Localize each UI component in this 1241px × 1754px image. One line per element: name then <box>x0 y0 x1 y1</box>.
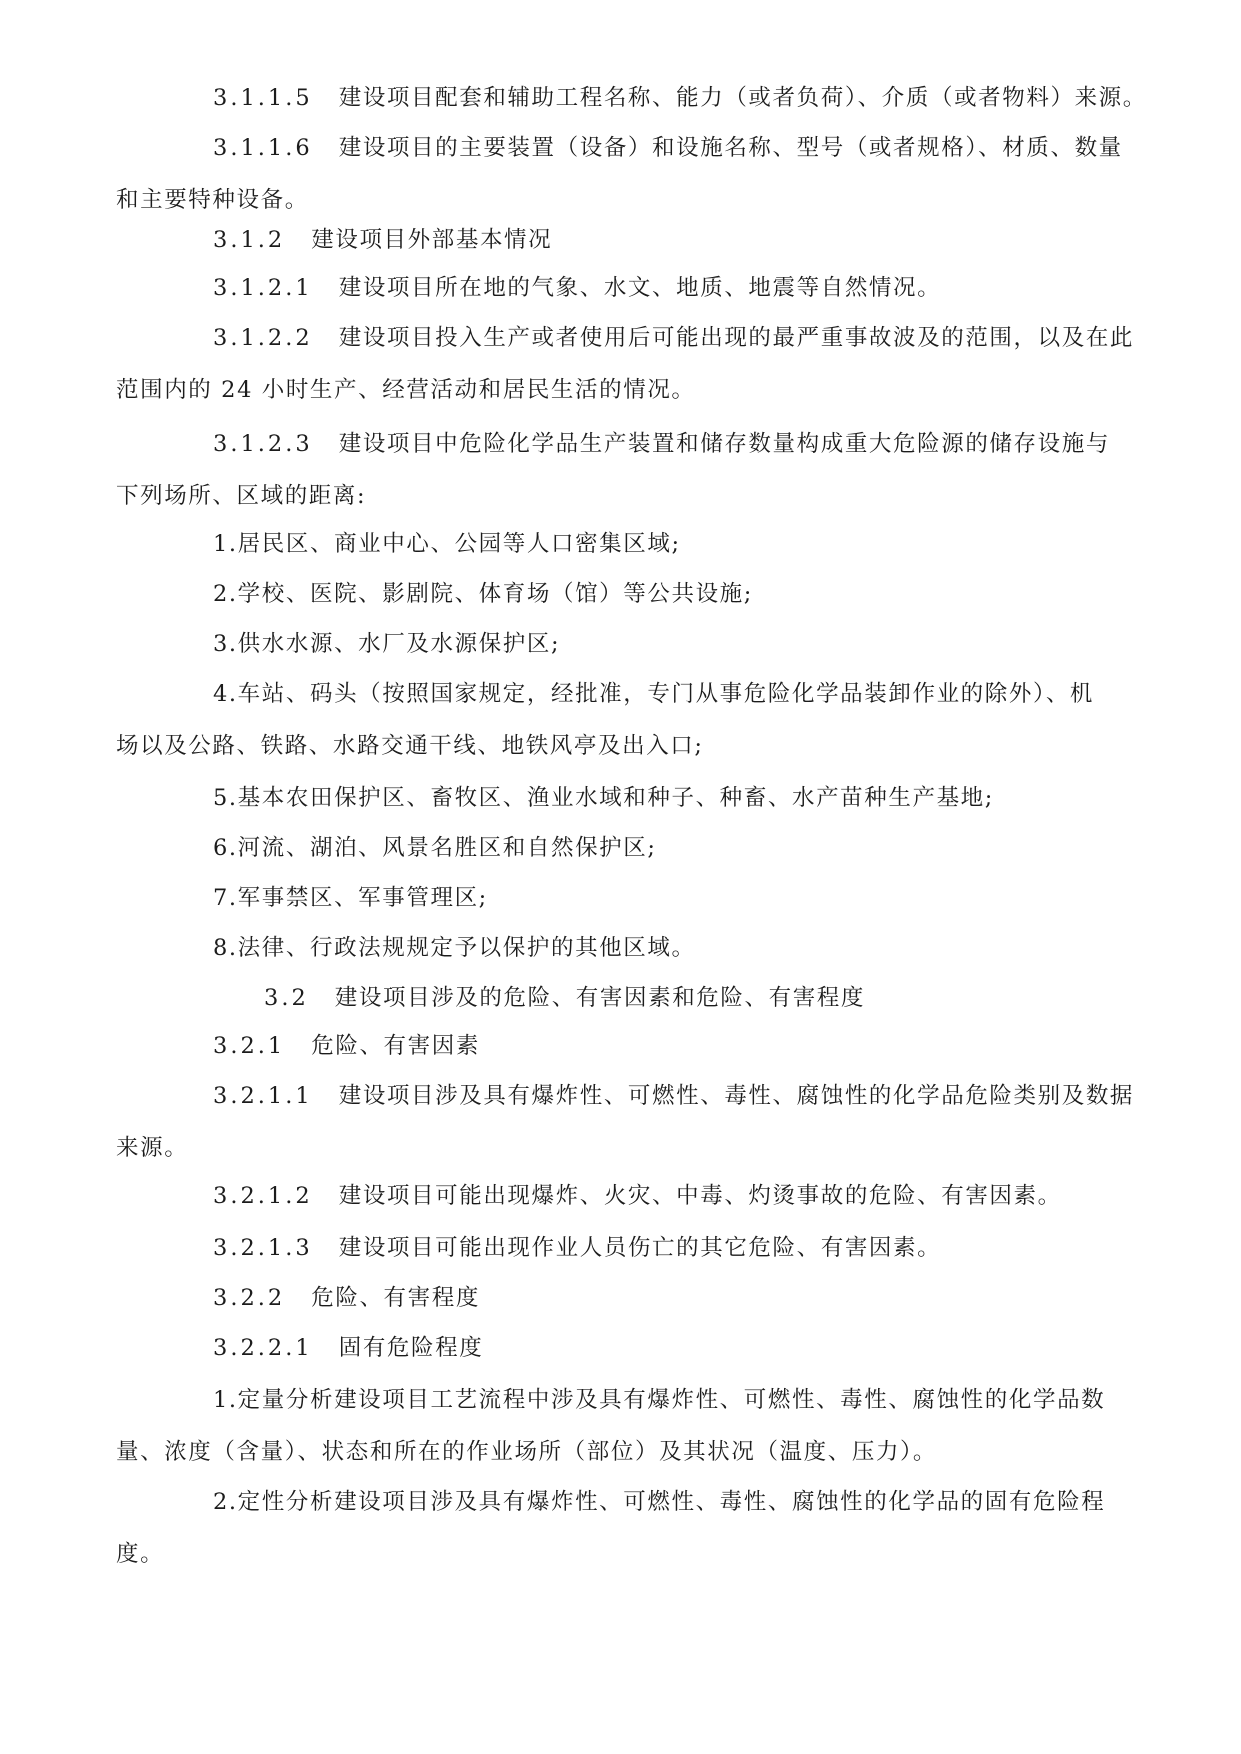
paragraph-line: 建设项目的主要装置（设备）和设施名称、型号（或者规格）、材质、数量 <box>338 135 1123 161</box>
paragraph-line: 建设项目投入生产或者使用后可能出现的最严重事故波及的范围，以及在此 <box>338 325 1135 351</box>
list-item <box>116 518 1137 570</box>
section-number: 3.1.1.5 <box>213 85 313 111</box>
paragraph-line: 7.军事禁区、军事管理区; <box>213 885 488 911</box>
paragraph <box>116 1170 1137 1222</box>
paragraph <box>116 972 1137 1024</box>
section-number: 3.2.1 <box>213 1033 286 1059</box>
paragraph-line: 2.定性分析建设项目涉及具有爆炸性、可燃性、毒性、腐蚀性的化学品的固有危险程 <box>213 1489 1106 1515</box>
section-number: 3.2.2.1 <box>213 1335 313 1361</box>
paragraph-line: 建设项目涉及的危险、有害因素和危险、有害程度 <box>334 985 865 1011</box>
paragraph-line: 范围内的 24 小时生产、经营活动和居民生活的情况。 <box>116 377 696 403</box>
paragraph <box>116 1020 1137 1072</box>
paragraph-line: 建设项目可能出现作业人员伤亡的其它危险、有害因素。 <box>338 1235 942 1261</box>
paragraph-line: 2.学校、医院、影剧院、体育场（馆）等公共设施; <box>213 581 753 607</box>
paragraph-line: 3.供水水源、水厂及水源保护区; <box>213 631 561 657</box>
section-number: 3.1.2.3 <box>213 431 313 457</box>
paragraph-line: 建设项目中危险化学品生产装置和储存数量构成重大危险源的储存设施与 <box>338 431 1110 457</box>
section-number: 3.2.1.2 <box>213 1183 313 1209</box>
paragraph-line: 建设项目涉及具有爆炸性、可燃性、毒性、腐蚀性的化学品危险类别及数据 <box>338 1083 1135 1109</box>
paragraph <box>116 312 1137 416</box>
paragraph-line: 6.河流、湖泊、风景名胜区和自然保护区; <box>213 835 657 861</box>
list-item <box>116 1476 1137 1580</box>
paragraph-line: 来源。 <box>116 1135 189 1161</box>
paragraph <box>116 1322 1137 1374</box>
paragraph-line: 建设项目所在地的气象、水文、地质、地震等自然情况。 <box>338 275 942 301</box>
list-item <box>116 772 1137 824</box>
section-number: 3.2.1.1 <box>213 1083 313 1109</box>
list-item <box>116 872 1137 924</box>
paragraph-line: 4.车站、码头（按照国家规定，经批准，专门从事危险化学品装卸作业的除外）、机 <box>213 681 1095 707</box>
paragraph <box>116 72 1147 124</box>
section-number: 3.1.2 <box>213 227 286 253</box>
paragraph-line: 1.居民区、商业中心、公园等人口密集区域; <box>213 531 681 557</box>
paragraph-line: 下列场所、区域的距离: <box>116 483 367 509</box>
section-number: 3.2 <box>264 985 309 1011</box>
paragraph-line: 1.定量分析建设项目工艺流程中涉及具有爆炸性、可燃性、毒性、腐蚀性的化学品数 <box>213 1387 1106 1413</box>
paragraph <box>116 418 1137 522</box>
paragraph-line: 8.法律、行政法规规定予以保护的其他区域。 <box>213 935 696 961</box>
paragraph-line: 5.基本农田保护区、畜牧区、渔业水域和种子、种畜、水产苗种生产基地; <box>213 785 994 811</box>
paragraph-line: 场以及公路、铁路、水路交通干线、地铁风亭及出入口; <box>116 733 704 759</box>
paragraph <box>116 214 1137 266</box>
paragraph-line: 危险、有害程度 <box>311 1285 480 1311</box>
section-number: 3.2.1.3 <box>213 1235 313 1261</box>
list-item <box>116 822 1137 874</box>
section-number: 3.1.2.2 <box>213 325 313 351</box>
paragraph <box>116 1222 1137 1274</box>
paragraph-line: 量、浓度（含量）、状态和所在的作业场所（部位）及其状况（温度、压力）。 <box>116 1439 938 1465</box>
section-number: 3.2.2 <box>213 1285 286 1311</box>
paragraph-line: 建设项目配套和辅助工程名称、能力（或者负荷）、介质（或者物料）来源。 <box>338 85 1147 111</box>
section-number: 3.1.2.1 <box>213 275 313 301</box>
list-item <box>116 668 1137 772</box>
list-item <box>116 568 1137 620</box>
paragraph-line: 危险、有害因素 <box>311 1033 480 1059</box>
paragraph-line: 建设项目可能出现爆炸、火灾、中毒、灼烫事故的危险、有害因素。 <box>338 1183 1062 1209</box>
list-item <box>116 618 1137 670</box>
paragraph <box>116 122 1137 226</box>
section-number: 3.1.1.6 <box>213 135 313 161</box>
list-item <box>116 1374 1137 1478</box>
paragraph-line: 和主要特种设备。 <box>116 187 309 213</box>
paragraph <box>116 262 1137 314</box>
paragraph <box>116 1070 1137 1174</box>
paragraph-line: 固有危险程度 <box>338 1335 484 1361</box>
list-item <box>116 922 1137 974</box>
paragraph <box>116 1272 1137 1324</box>
paragraph-line: 建设项目外部基本情况 <box>311 227 553 253</box>
paragraph-line: 度。 <box>116 1541 165 1567</box>
